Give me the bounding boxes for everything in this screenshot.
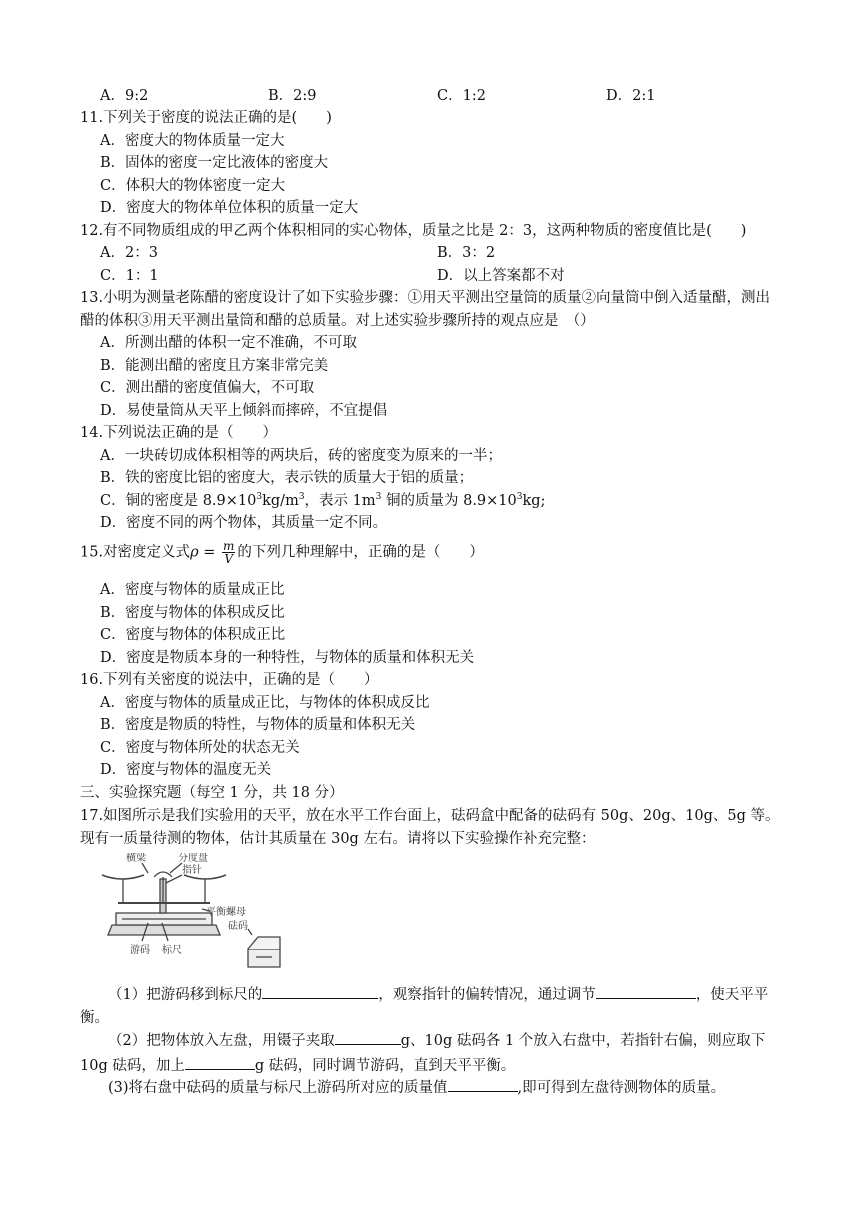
q16-option-b: B．密度是物质的特性，与物体的质量和体积无关 bbox=[100, 717, 416, 733]
q17-step-3: (3)将右盘中砝码的质量与标尺上游码所对应的质量值 ,即可得到左盘待测物体的质量。 bbox=[80, 1075, 780, 1100]
section-heading: 三、实验探究题（每空 1 分，共 18 分） bbox=[80, 785, 344, 801]
q11-option-d: D．密度大的物体单位体积的质量一定大 bbox=[100, 200, 359, 216]
q16-option-d: D．密度与物体的温度无关 bbox=[100, 762, 272, 778]
q10-option-b: B．2:9 bbox=[268, 88, 317, 104]
q11-option-a: A．密度大的物体质量一定大 bbox=[100, 133, 285, 149]
q14-option-b: B．铁的密度比铝的密度大，表示铁的质量大于铝的质量； bbox=[100, 470, 474, 486]
q10-option-a: A．9:2 bbox=[100, 88, 149, 104]
q14-option-a: A．一块砖切成体积相等的两块后，砖的密度变为原来的一半； bbox=[100, 448, 502, 464]
q15-option-b: B．密度与物体的体积成反比 bbox=[100, 605, 285, 621]
mass-over-volume: $\frac{m}{V}$ bbox=[222, 539, 235, 566]
q15-stem: 15.对密度定义式ρ = $\frac{m}{V}$ 的下列几种理解中，正确的是（ ） bbox=[80, 539, 484, 566]
q17-step-1: （1）把游码移到标尺的 ，观察指针的偏转情况，通过调节 ，使天平平衡。 bbox=[80, 982, 780, 1030]
q12-option-a: A．2：3 bbox=[100, 245, 158, 261]
balance-figure bbox=[98, 853, 284, 975]
q10-option-d: D．2:1 bbox=[606, 88, 656, 104]
q13-option-d: D．易使量筒从天平上倾斜而摔碎，不宜提倡 bbox=[100, 403, 388, 419]
q14-option-c: C．铜的密度是 $8.9\times 10^3kg/m^3$，表示 $1m^3$ 铜的质量为 $8.9\times 10^3kg$; bbox=[100, 492, 546, 509]
q17-stem: 17.如图所示是我们实验用的天平，放在水平工作台面上，砝码盒中配备的砝码有 50g、20g、10g、5g 等。现有一质量待测的物体，估计其质量在 30g 左右。请将以下实验操作补充完整： bbox=[80, 808, 780, 847]
q16-option-a: A．密度与物体的质量成正比，与物体的体积成反比 bbox=[100, 695, 430, 711]
blank-3[interactable] bbox=[335, 1028, 401, 1045]
q11-option-c: C．体积大的物体密度一定大 bbox=[100, 178, 286, 194]
blank-5[interactable] bbox=[448, 1075, 518, 1092]
q13-option-a: A．所测出醋的体积一定不准确，不可取 bbox=[100, 335, 357, 351]
q14-stem: 14.下列说法正确的是（ ） bbox=[80, 425, 278, 441]
q11-stem: 11.下列关于密度的说法正确的是( ) bbox=[80, 110, 332, 126]
q14-option-d: D．密度不同的两个物体，其质量一定不同。 bbox=[100, 515, 388, 531]
q17-step-2: （2）把物体放入左盘，用镊子夹取 g、10g 砝码各 1 个放入右盘中，若指针右偏，则应取下 10g 砝码，加上 g 砝码，同时调节游码，直到天平平衡。 bbox=[80, 1028, 780, 1078]
label-crossbeam: 横梁 bbox=[126, 853, 146, 864]
blank-1[interactable] bbox=[262, 982, 378, 999]
density-formula: ρ = bbox=[190, 544, 220, 561]
q15-option-d: D．密度是物质本身的一种特性，与物体的质量和体积无关 bbox=[100, 650, 475, 666]
q16-stem: 16.下列有关密度的说法中，正确的是（ ） bbox=[80, 672, 379, 688]
q12-option-b: B．3：2 bbox=[437, 245, 496, 261]
label-dial: 分度盘 bbox=[178, 853, 208, 864]
q13-option-c: C．测出醋的密度值偏大，不可取 bbox=[100, 380, 315, 396]
blank-2[interactable] bbox=[596, 982, 696, 999]
q16-option-c: C．密度与物体所处的状态无关 bbox=[100, 740, 300, 756]
blank-4[interactable] bbox=[185, 1053, 255, 1070]
q12-option-c: C．1：1 bbox=[100, 268, 159, 284]
label-weights: 砝码 bbox=[228, 921, 248, 932]
q13-option-b: B．能测出醋的密度且方案非常完美 bbox=[100, 358, 329, 374]
label-balance-nut: 平衡螺母 bbox=[206, 907, 246, 918]
label-rider: 游码 bbox=[130, 945, 150, 956]
label-scale: 标尺 bbox=[162, 945, 182, 956]
q12-option-d: D．以上答案都不对 bbox=[437, 268, 565, 284]
q12-stem: 12.有不同物质组成的甲乙两个体积相同的实心物体，质量之比是 2：3，这两种物质的密度值比是( ) bbox=[80, 223, 747, 239]
q15-option-a: A．密度与物体的质量成正比 bbox=[100, 582, 285, 598]
q13-stem: 13.小明为测量老陈醋的密度设计了如下实验步骤：①用天平测出空量筒的质量②向量筒中倒入适量醋，测出醋的体积③用天平测出量筒和醋的总质量。对上述实验步骤所持的观点应是 （） bbox=[80, 290, 771, 329]
q10-option-c: C．1:2 bbox=[437, 88, 486, 104]
q11-option-b: B．固体的密度一定比液体的密度大 bbox=[100, 155, 329, 171]
label-pointer: 指针 bbox=[182, 865, 202, 876]
q15-option-c: C．密度与物体的体积成正比 bbox=[100, 627, 286, 643]
